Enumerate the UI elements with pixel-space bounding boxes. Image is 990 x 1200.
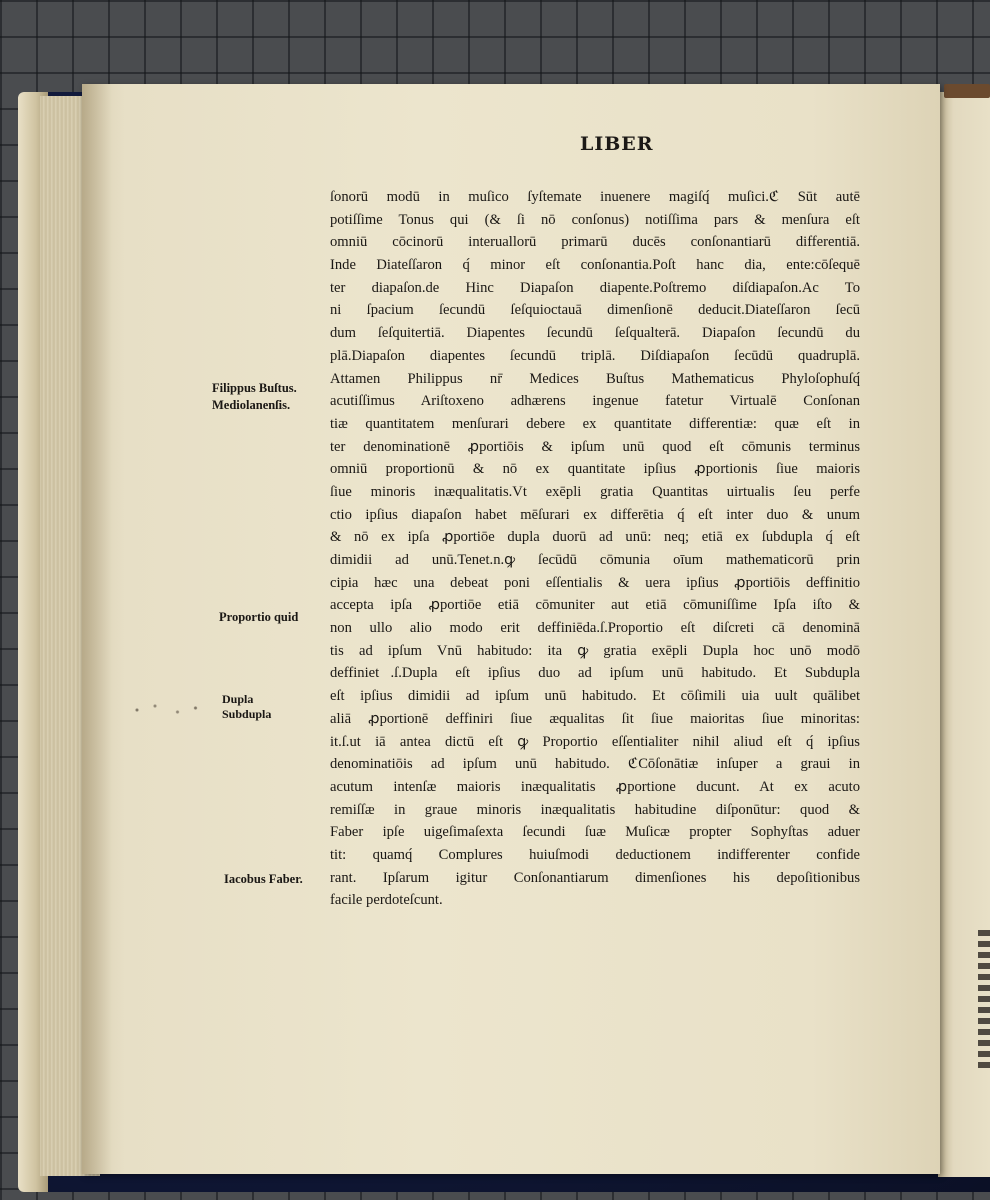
text-line: aliā ꝓportionē deffiniri ſiue æqualitas ſit ſiue maioritas ſiue minoritas: [330,710,860,727]
text-line: rant. Ipſarum igitur Conſonantiarum dimenſiones his depoſitionibus [330,869,860,886]
margin-note-proportio: Proportio quidᷣ [219,610,309,624]
text-line: remiſſæ in graue minoris inæqualitatis habitudine diſponūtur: quod & [330,801,860,818]
text-line: omniū cōcinorū interuallorū primarū ducēs conſonantiarū differentiā. [330,234,860,251]
page-gutter-shadow [82,84,112,1174]
text-line: dimidii ad unū.Tenet.n.ꝙ ſecūdū cōmunia oīum mathematicorū prin [330,552,860,568]
ink-specks [128,700,218,720]
text-line: deffinietᷣ.ſ.Dupla eſt ipſius duo ad ipſum unū habitudo. Et Subdupla [330,665,860,682]
text-line: eſt ipſius dimidii ad ipſum unū habitudo. Et cōſimili uia uult quālibet [330,688,860,705]
text-line: ter diapaſon.de Hinc Diapaſon diapente.Poſtremo diſdiapaſon.Ac To [330,279,860,296]
facing-page-text-marks [978,930,990,1070]
margin-note-filippus-name: Filippus Buſtus. [212,381,297,395]
text-line: omniū proportionū & nō ex quantitate ipſius ꝓportionis ſiue maioris [330,461,860,478]
margin-note-faber: Iacobus Faber. [224,872,303,886]
text-line: Faber ipſe uigeſimaſexta ſecundi ſuæ Muſicæ propter Sophyſtas aduer [330,824,860,841]
margin-note-filippus-origin: Mediolanenſis. [212,398,291,412]
text-line: tis ad ipſum Vnū habitudo: ita ꝙ gratia exēpli Dupla hoc unō modō [330,642,860,659]
text-line: plā.Diapaſon diapentes ſecundū triplā. Diſdiapaſon ſecūdū quadruplā. [330,347,860,364]
text-line: potiſſime Tonus qui (& ſi nō conſonus) notiſſima pars & menſura eſt [330,211,860,228]
margin-note-dupla [222,692,271,722]
text-line: cipia hæc una debeat poni eſſentialis & uera ipſius ꝓportiōis deffinitio [330,574,860,591]
text-line: it.ſ.ut iā antea dictū eſt ꝙ Proportio eſſentialiter nihil aliud eſt q́ ipſius [330,733,860,750]
text-line: tit: quamq́ Complures huiuſmodi deductionem indifferenter confide [330,846,860,863]
text-line: ni ſpacium ſecundū ſeſquioctauā dimenſionē deducit.Diateſſaron ſecū [330,302,860,319]
text-line: denominatiōis ad ipſum unū habitudo. ℭCōſonātiæ inſuper a graui in [330,756,860,773]
text-line: accepta ipſa ꝓportiōe etiā cōmuniter aut etiā cōmuniſſime Ipſa iſto & [330,597,860,614]
running-head: LIBER [580,133,654,155]
text-line: acutiſſimus Ariſtoxeno adhærens ingenue fatetur Virtualē Conſonan [330,393,860,410]
text-line: Inde Diateſſaron q́ minor eſt conſonantia.Poſt hanc dia, ente:cōſequē [330,257,860,274]
text-line: acutum intenſæ maioris inæqualitatis ꝓportione ducunt. At ex acuto [330,778,860,795]
text-line: non ullo alio modo erit deffiniēda.ſ.Proportio eſt diſcreti cā denominā [330,620,860,637]
text-line: facile perdoteſcunt. [330,892,443,909]
text-line: Attamen Philippus nr̄ Medices Buſtus Mathematicus Phyloſophuſq́ [330,370,860,387]
binding-tab [944,84,990,98]
margin-note-dupla-label: Dupla [222,692,254,706]
text-line: ter denominationē ꝓportiōis & ipſum unū quod eſt cōmunis terminus [330,438,860,455]
text-line: ſiue minoris inæqualitatis.Vt exēpli gratia Quantitas uirtualis ſeu perfe [330,483,860,500]
text-line: ctio ipſius diapaſon habet mēſurari ex differētia q́ eſt inter duo & unum [330,506,860,523]
margin-note-subdupla-label: Subdupla [222,707,272,721]
text-line: & nō ex ipſa ꝓportiōe dupla duorū ad unū: neq; etiā ex ſubdupla q́ eſt [330,529,860,546]
text-line: tiæ quantitatem menſurari debere ex quantitate differentiæ: quæ eſt in [330,415,860,432]
text-line: ſonorū modū in muſico ſyſtemate inuenere magiſq́ muſici.ℭ Sūt autē [330,189,860,205]
text-line: dum ſeſquitertiā. Diapentes ſecundū ſeſqualterā. Diapaſon ſecundū du [330,325,860,342]
margin-note-filippus [212,380,297,414]
main-text-block [330,186,860,912]
